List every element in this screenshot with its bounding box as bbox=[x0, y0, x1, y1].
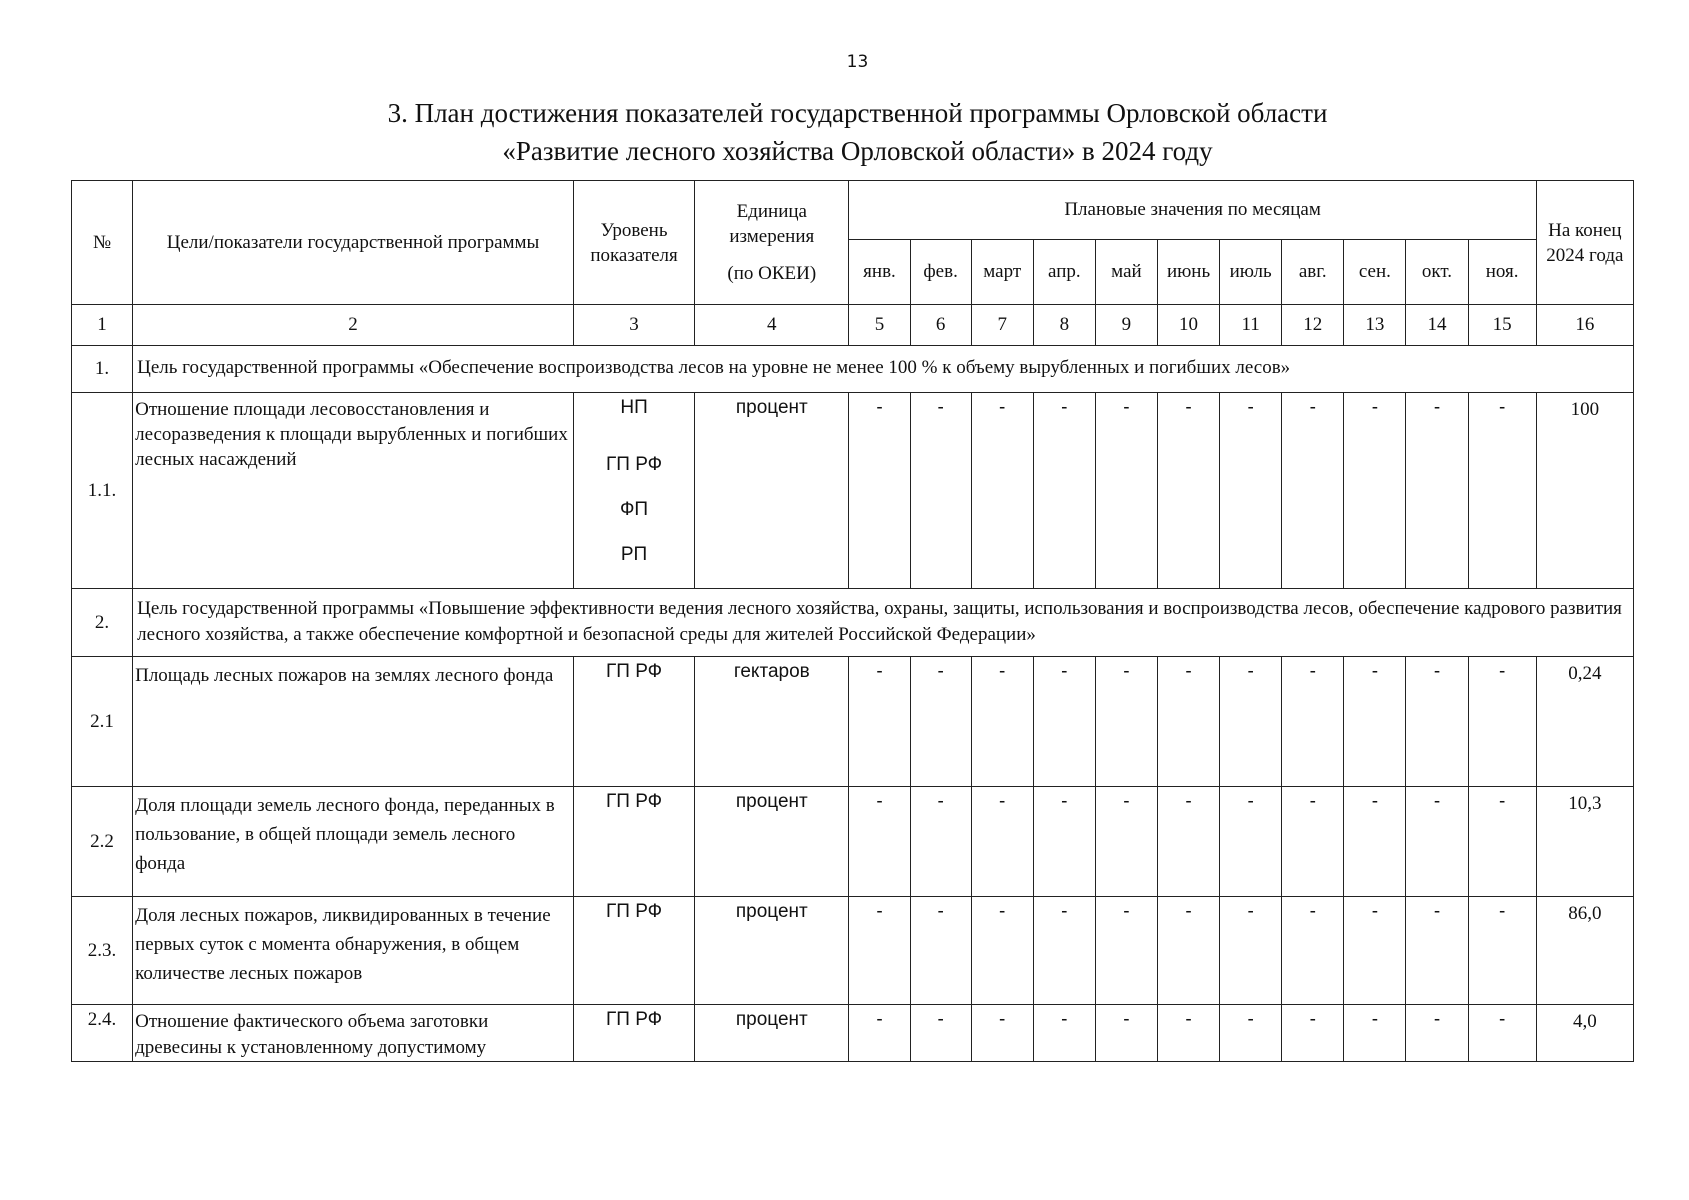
header-level: Уровень показателя bbox=[573, 181, 694, 305]
monthly-value: - bbox=[1157, 657, 1219, 787]
indicator-level: ГП РФ bbox=[573, 897, 694, 1005]
monthly-value: - bbox=[1468, 787, 1536, 897]
indicator-unit: процент bbox=[695, 393, 849, 589]
column-number: 1 bbox=[72, 305, 133, 346]
indicator-level: ГП РФ bbox=[573, 657, 694, 787]
column-number: 4 bbox=[695, 305, 849, 346]
monthly-value: - bbox=[1033, 657, 1095, 787]
column-number: 14 bbox=[1406, 305, 1468, 346]
monthly-value: - bbox=[1095, 787, 1157, 897]
monthly-value: - bbox=[1095, 1005, 1157, 1062]
indicator-unit: процент bbox=[695, 787, 849, 897]
monthly-value: - bbox=[910, 1005, 971, 1062]
indicator-unit: гектаров bbox=[695, 657, 849, 787]
monthly-value: - bbox=[971, 897, 1033, 1005]
monthly-value: - bbox=[1344, 1005, 1406, 1062]
monthly-value: - bbox=[849, 897, 910, 1005]
goal-number: 2. bbox=[72, 589, 133, 657]
end-of-year-value: 100 bbox=[1536, 393, 1633, 589]
column-number: 9 bbox=[1095, 305, 1157, 346]
monthly-value: - bbox=[1468, 393, 1536, 589]
goal-row bbox=[72, 589, 1634, 657]
column-number: 5 bbox=[849, 305, 910, 346]
monthly-value: - bbox=[1220, 657, 1282, 787]
document-title bbox=[0, 94, 1689, 170]
monthly-value: - bbox=[1220, 897, 1282, 1005]
monthly-value: - bbox=[1282, 1005, 1344, 1062]
monthly-value: - bbox=[971, 657, 1033, 787]
indicator-name: Доля лесных пожаров, ликвидированных в течение первых суток с момента обнаружения, в общем количестве лесных пожаров bbox=[133, 897, 574, 1005]
monthly-value: - bbox=[1157, 897, 1219, 1005]
indicator-name: Доля площади земель лесного фонда, переданных в пользование, в общей площади земель лесного фонда bbox=[133, 787, 574, 897]
monthly-value: - bbox=[1282, 787, 1344, 897]
header-unit bbox=[695, 181, 849, 305]
indicator-level: ГП РФ bbox=[573, 1005, 694, 1062]
indicator-number: 2.4. bbox=[72, 1005, 133, 1062]
column-number: 8 bbox=[1033, 305, 1095, 346]
page-number: 13 bbox=[846, 52, 869, 72]
monthly-value: - bbox=[1282, 897, 1344, 1005]
column-number: 12 bbox=[1282, 305, 1344, 346]
indicator-number: 2.2 bbox=[72, 787, 133, 897]
monthly-value: - bbox=[1033, 897, 1095, 1005]
column-number: 16 bbox=[1536, 305, 1633, 346]
column-number: 7 bbox=[971, 305, 1033, 346]
monthly-value: - bbox=[910, 897, 971, 1005]
header-unit-line2: (по ОКЕИ) bbox=[727, 263, 817, 284]
monthly-value: - bbox=[1344, 897, 1406, 1005]
monthly-value: - bbox=[1344, 787, 1406, 897]
end-of-year-value: 10,3 bbox=[1536, 787, 1633, 897]
monthly-value: - bbox=[971, 787, 1033, 897]
indicator-level: ГП РФ bbox=[605, 454, 663, 475]
indicator-level: ГП РФ bbox=[573, 787, 694, 897]
monthly-value: - bbox=[1033, 787, 1095, 897]
indicator-name: Отношение площади лесовосстановления и лесоразведения к площади вырубленных и погибших лесных насаждений bbox=[133, 393, 574, 589]
monthly-value: - bbox=[1095, 897, 1157, 1005]
monthly-value: - bbox=[849, 393, 910, 589]
monthly-value: - bbox=[1095, 657, 1157, 787]
monthly-value: - bbox=[910, 787, 971, 897]
monthly-value: - bbox=[910, 393, 971, 589]
monthly-value: - bbox=[1220, 787, 1282, 897]
month-header: ноя. bbox=[1468, 240, 1536, 305]
end-of-year-value: 4,0 bbox=[1536, 1005, 1633, 1062]
monthly-value: - bbox=[1282, 393, 1344, 589]
header-end-of-year: На конец 2024 года bbox=[1536, 181, 1633, 305]
goal-number: 1. bbox=[72, 346, 133, 393]
month-header: май bbox=[1095, 240, 1157, 305]
month-header: авг. bbox=[1282, 240, 1344, 305]
indicator-number: 1.1. bbox=[72, 393, 133, 589]
monthly-value: - bbox=[1406, 1005, 1468, 1062]
column-number: 2 bbox=[133, 305, 574, 346]
indicator-row bbox=[72, 1005, 1634, 1062]
monthly-value: - bbox=[849, 1005, 910, 1062]
monthly-value: - bbox=[1157, 1005, 1219, 1062]
title-line-1: 3. План достижения показателей государственной программы Орловской области bbox=[387, 98, 1328, 128]
monthly-value: - bbox=[1157, 393, 1219, 589]
indicator-number: 2.3. bbox=[72, 897, 133, 1005]
goal-text: Цель государственной программы «Обеспечение воспроизводства лесов на уровне не менее 100 % к объему вырубленных и погибших лесов» bbox=[133, 346, 1634, 393]
month-header: июнь bbox=[1157, 240, 1219, 305]
header-goals: Цели/показатели государственной программы bbox=[133, 181, 574, 305]
indicator-row bbox=[72, 657, 1634, 787]
title-line-2: «Развитие лесного хозяйства Орловской области» в 2024 году bbox=[502, 136, 1213, 166]
indicator-levels bbox=[573, 393, 694, 589]
monthly-value: - bbox=[1033, 393, 1095, 589]
goal-text: Цель государственной программы «Повышение эффективности ведения лесного хозяйства, охраны, защиты, использования и воспроизводства лесов, обеспечение кадрового развития лесного хозяйства, а также обеспечение комфортной и безопасной среды для жителей Российской Федерации» bbox=[133, 589, 1634, 657]
monthly-value: - bbox=[1033, 1005, 1095, 1062]
column-number: 13 bbox=[1344, 305, 1406, 346]
header-num: № bbox=[72, 181, 133, 305]
indicator-level: ФП bbox=[619, 499, 649, 520]
column-number: 3 bbox=[573, 305, 694, 346]
monthly-value: - bbox=[1406, 787, 1468, 897]
indicator-row bbox=[72, 393, 1634, 589]
month-header: янв. bbox=[849, 240, 910, 305]
monthly-value: - bbox=[971, 1005, 1033, 1062]
indicator-number: 2.1 bbox=[72, 657, 133, 787]
end-of-year-value: 86,0 bbox=[1536, 897, 1633, 1005]
end-of-year-value: 0,24 bbox=[1536, 657, 1633, 787]
indicator-name: Отношение фактического объема заготовки древесины к установленному допустимому bbox=[133, 1005, 574, 1062]
monthly-value: - bbox=[1468, 1005, 1536, 1062]
monthly-value: - bbox=[1406, 897, 1468, 1005]
indicator-row bbox=[72, 787, 1634, 897]
monthly-value: - bbox=[849, 657, 910, 787]
indicator-name: Площадь лесных пожаров на землях лесного фонда bbox=[133, 657, 574, 787]
monthly-value: - bbox=[1406, 657, 1468, 787]
column-number: 11 bbox=[1220, 305, 1282, 346]
indicator-unit: процент bbox=[695, 1005, 849, 1062]
monthly-value: - bbox=[849, 787, 910, 897]
plan-table bbox=[71, 180, 1634, 1062]
column-number: 10 bbox=[1157, 305, 1219, 346]
monthly-value: - bbox=[1095, 393, 1157, 589]
column-numbers-row bbox=[72, 305, 1634, 346]
month-header: фев. bbox=[910, 240, 971, 305]
month-header: апр. bbox=[1033, 240, 1095, 305]
monthly-value: - bbox=[1468, 657, 1536, 787]
monthly-value: - bbox=[1344, 657, 1406, 787]
monthly-value: - bbox=[1220, 393, 1282, 589]
indicator-level: НП bbox=[620, 397, 648, 418]
goal-row bbox=[72, 346, 1634, 393]
header-monthly: Плановые значения по месяцам bbox=[849, 181, 1536, 240]
indicator-level: РП bbox=[620, 544, 648, 565]
monthly-value: - bbox=[1468, 897, 1536, 1005]
monthly-value: - bbox=[1220, 1005, 1282, 1062]
month-header: март bbox=[971, 240, 1033, 305]
indicator-row bbox=[72, 897, 1634, 1005]
column-number: 15 bbox=[1468, 305, 1536, 346]
monthly-value: - bbox=[1406, 393, 1468, 589]
monthly-value: - bbox=[971, 393, 1033, 589]
monthly-value: - bbox=[1157, 787, 1219, 897]
monthly-value: - bbox=[910, 657, 971, 787]
month-header: сен. bbox=[1344, 240, 1406, 305]
indicator-unit: процент bbox=[695, 897, 849, 1005]
column-number: 6 bbox=[910, 305, 971, 346]
month-header: июль bbox=[1220, 240, 1282, 305]
monthly-value: - bbox=[1344, 393, 1406, 589]
header-unit-line1: Единица измерения bbox=[729, 201, 815, 247]
month-header: окт. bbox=[1406, 240, 1468, 305]
monthly-value: - bbox=[1282, 657, 1344, 787]
